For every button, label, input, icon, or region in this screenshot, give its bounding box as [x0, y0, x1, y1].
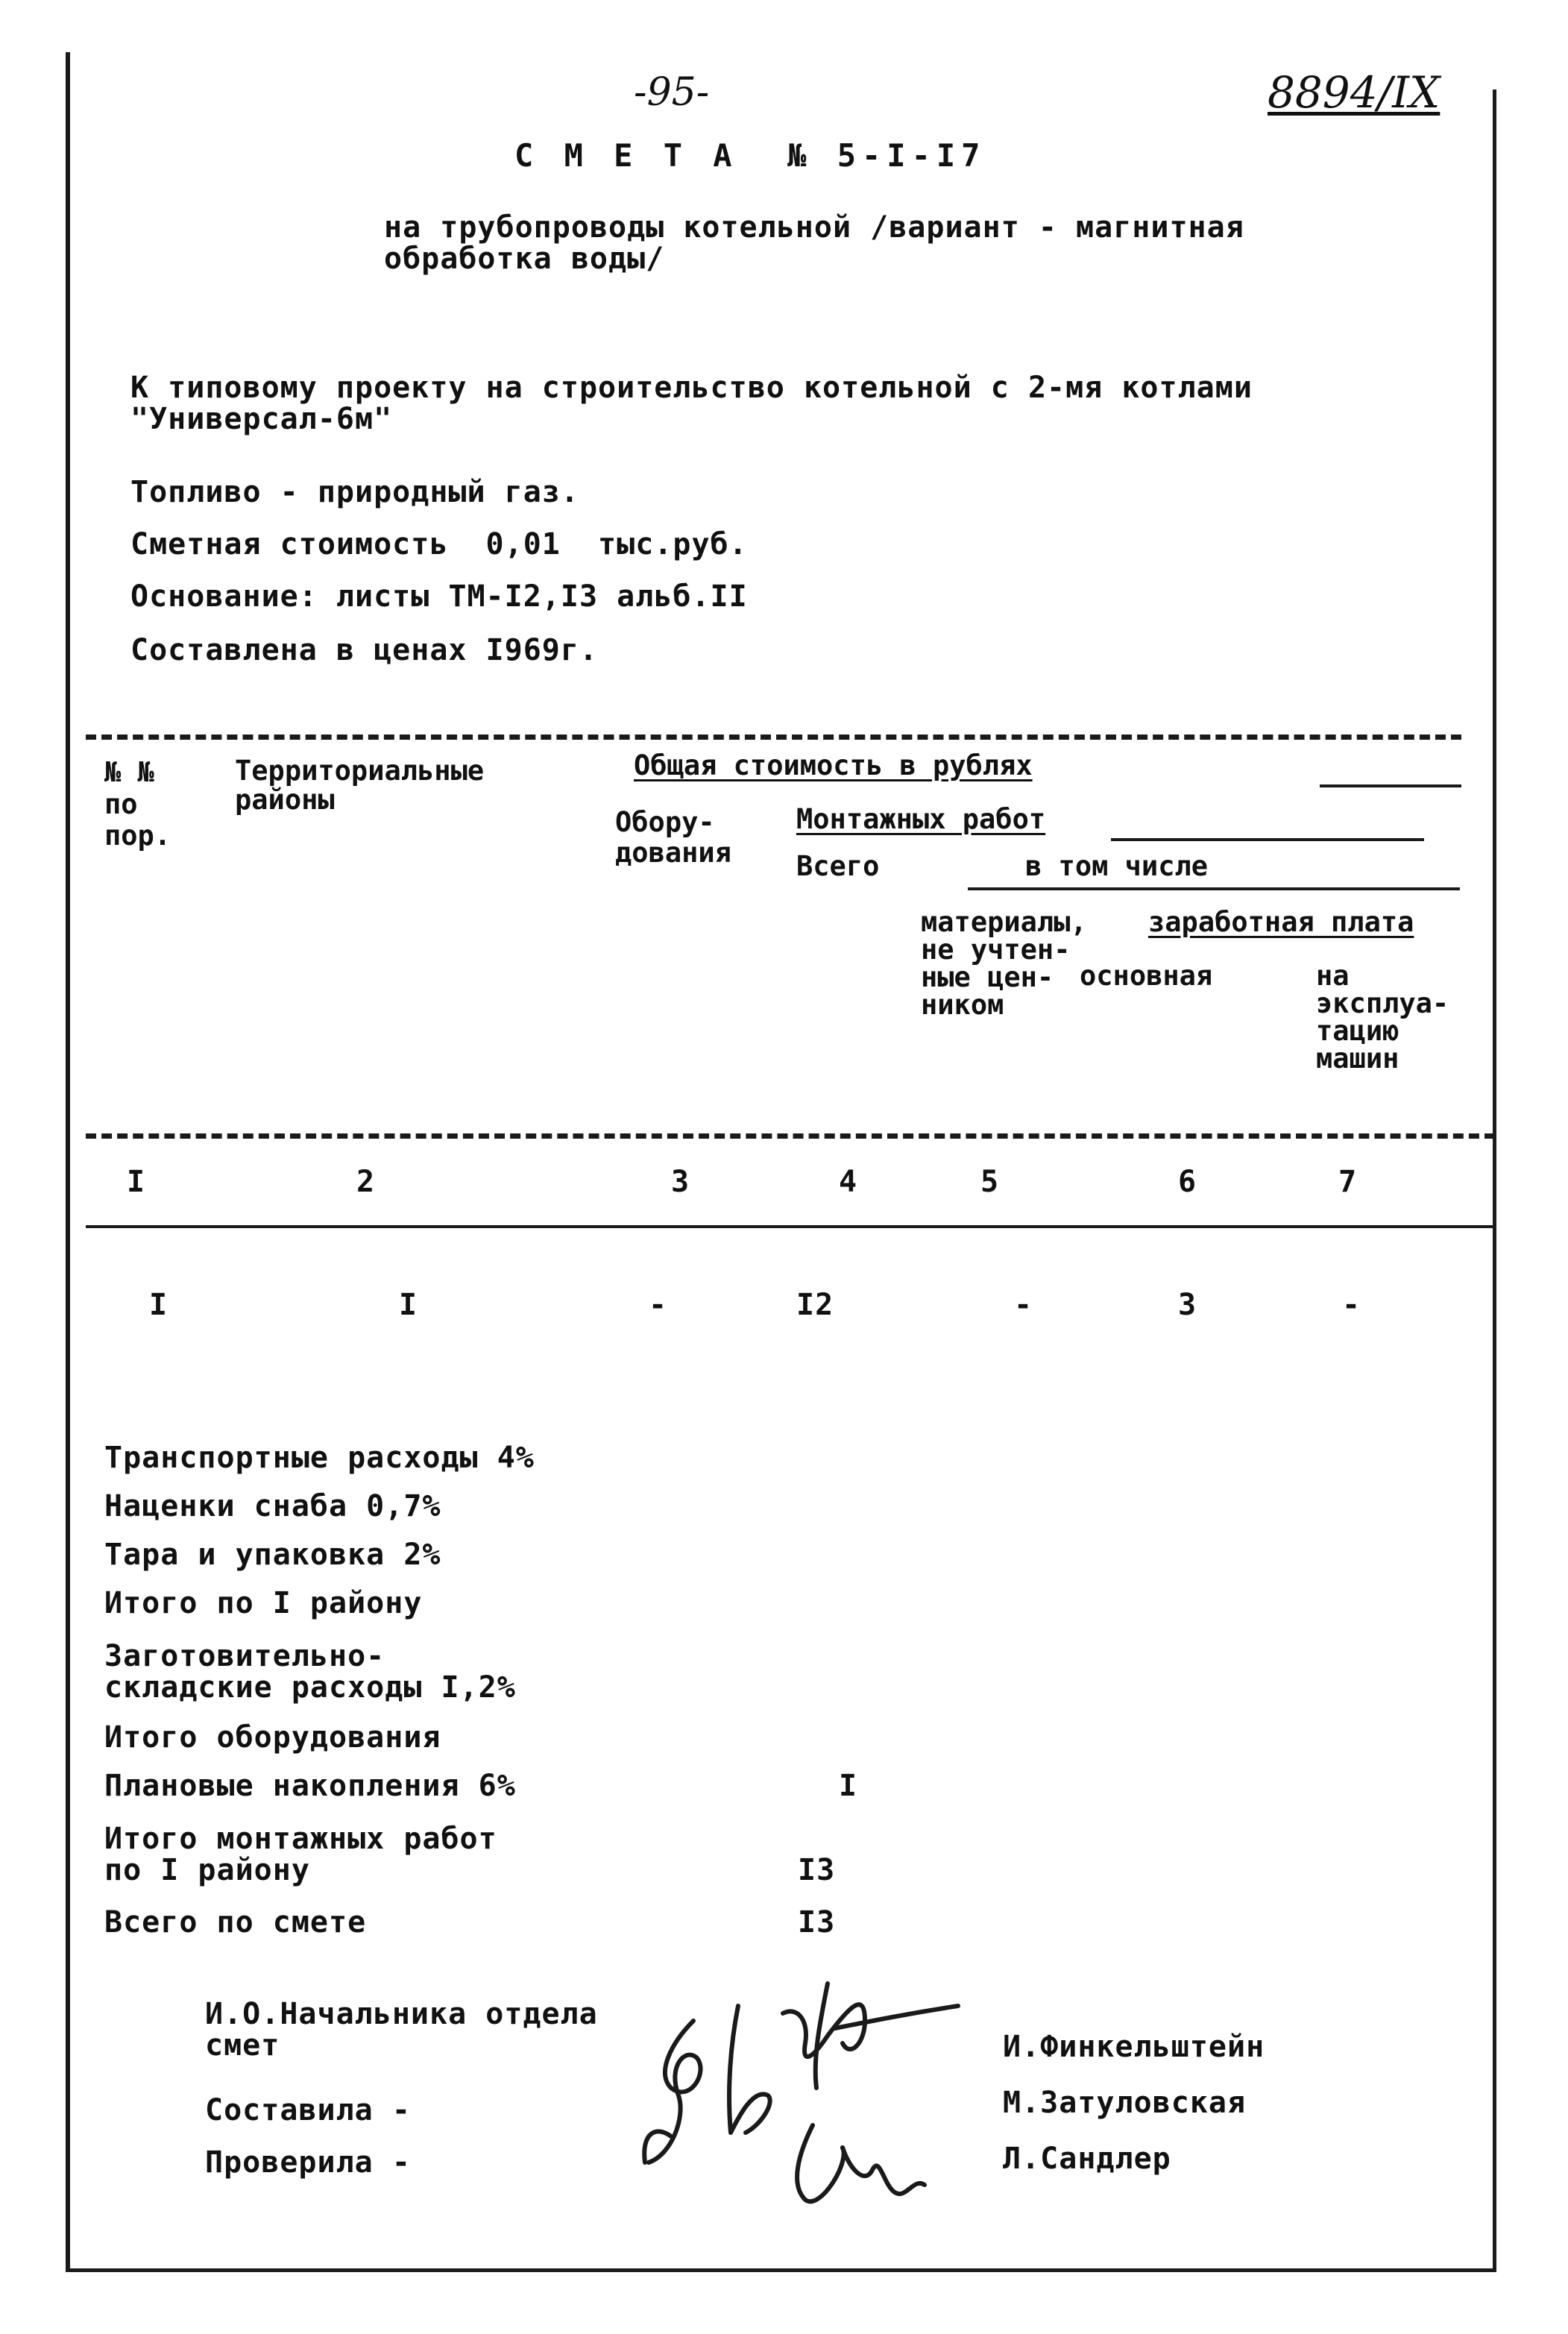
summary-value-estimate-total: I3	[798, 1905, 836, 1940]
summary-label-procurement: Заготовительно- складские расходы I,2%	[104, 1639, 516, 1705]
header-bottom-rule	[86, 1133, 1495, 1139]
row-cell-5: -	[1014, 1288, 1033, 1322]
header-total-cost-rule-ext	[1320, 784, 1461, 787]
header-all: Всего	[796, 850, 880, 882]
row-cell-1: I	[149, 1288, 169, 1322]
signature-role-checked: Проверила -	[205, 2145, 411, 2180]
summary-label-equipment-total: Итого оборудования	[104, 1720, 441, 1755]
subtitle-line-2: обработка воды/	[384, 242, 665, 276]
header-number-col: № № по пор.	[104, 756, 171, 852]
header-installation: Монтажных работ	[796, 803, 1046, 835]
summary-label-packaging: Тара и упаковка 2%	[104, 1538, 441, 1572]
summary-label-region-total: Итого по I району	[104, 1586, 423, 1620]
summary-label-transport: Транспортные расходы 4%	[104, 1441, 535, 1475]
signature-name-head: И.Финкельштейн	[1003, 2030, 1265, 2064]
cost-line: Сметная стоимость 0,01 тыс.руб.	[130, 527, 748, 562]
frame-right-border	[1493, 89, 1496, 2271]
col-number-5: 5	[980, 1165, 1000, 1199]
col-number-4: 4	[839, 1165, 858, 1199]
handwritten-signatures	[626, 1976, 977, 2222]
inventory-number: 8894/IX	[1268, 67, 1441, 118]
summary-value-planned-savings: I	[839, 1769, 858, 1803]
signature-role-compiled: Составила -	[205, 2093, 411, 2127]
signature-name-checked: Л.Сандлер	[1003, 2142, 1171, 2176]
col-number-3: 3	[671, 1165, 690, 1199]
summary-label-estimate-total: Всего по смете	[104, 1905, 367, 1940]
header-regions-col: Территориальные районы	[235, 755, 485, 816]
subtitle-line-1: на трубопроводы котельной /вариант - магнитная	[384, 210, 1244, 245]
header-basic: основная	[1080, 960, 1213, 992]
signature-name-compiled: М.Затуловская	[1003, 2086, 1247, 2120]
header-machines: на эксплуа- тацию машин	[1316, 960, 1449, 1075]
col-number-6: 6	[1178, 1165, 1197, 1199]
row-cell-7: -	[1342, 1288, 1361, 1322]
summary-label-installation-total: Итого монтажных работ по I району	[104, 1822, 497, 1887]
frame-left-border	[66, 52, 70, 2271]
header-materials: материалы, не учтен- ные цен- ником	[921, 906, 1087, 1021]
col-number-1: I	[127, 1165, 146, 1199]
table-top-rule	[86, 735, 1461, 740]
document-title: С М Е Т А № 5-I-I7	[514, 137, 986, 174]
basis-line: Основание: листы ТМ-I2,I3 альб.II	[130, 579, 748, 614]
header-including-rule	[968, 887, 1460, 890]
header-wages: заработная плата	[1148, 906, 1414, 938]
row-cell-2: I	[399, 1288, 418, 1322]
frame-bottom-border	[66, 2268, 1496, 2272]
row-cell-6: 3	[1178, 1288, 1197, 1322]
row-cell-4: I2	[796, 1288, 834, 1322]
col-number-2: 2	[356, 1165, 376, 1199]
col-numbers-bottom-rule	[86, 1225, 1495, 1228]
col-number-7: 7	[1338, 1165, 1358, 1199]
header-total-cost: Общая стоимость в рублях	[634, 749, 1033, 781]
summary-value-installation-total: I3	[798, 1853, 836, 1887]
page-number: -95-	[634, 70, 710, 115]
fuel-line: Топливо - природный газ.	[130, 475, 579, 509]
summary-label-markup: Наценки снаба 0,7%	[104, 1489, 441, 1523]
prices-line: Составлена в ценах I969г.	[130, 633, 599, 667]
project-line-2: "Универсал-6м"	[130, 402, 393, 436]
summary-label-planned-savings: Плановые накопления 6%	[104, 1769, 516, 1803]
project-line-1: К типовому проекту на строительство котельной с 2-мя котлами	[130, 371, 1253, 405]
header-including: в том числе	[1025, 850, 1209, 882]
header-equipment: Обору- дования	[615, 806, 731, 869]
header-installation-rule-ext	[1111, 838, 1424, 841]
row-cell-3: -	[649, 1288, 668, 1322]
signature-role-head: И.О.Начальника отдела смет	[205, 1997, 598, 2063]
